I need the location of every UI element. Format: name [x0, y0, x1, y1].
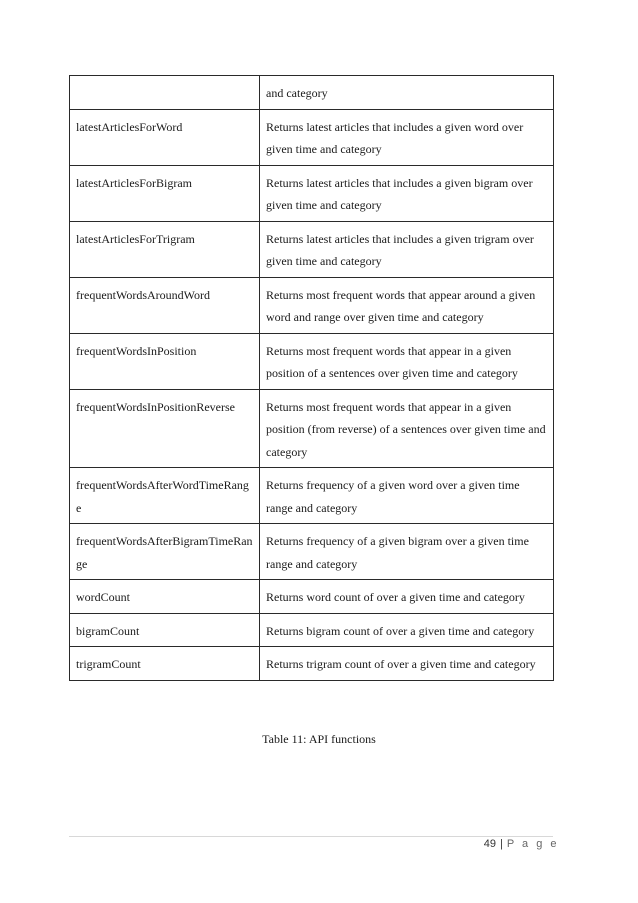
table-row	[70, 76, 554, 110]
table-row	[70, 647, 554, 681]
function-description-cell: Returns latest articles that includes a given word over given time and category	[260, 109, 554, 165]
function-name-cell: latestArticlesForTrigram	[70, 221, 260, 277]
table-row	[70, 613, 554, 647]
function-name-cell: frequentWordsAfterWordTimeRange	[70, 468, 260, 524]
table-caption: Table 11: API functions	[262, 732, 376, 746]
function-description-cell: Returns word count of over a given time and category	[260, 580, 554, 614]
function-name-cell: wordCount	[70, 580, 260, 614]
function-description-cell: Returns frequency of a given bigram over a given time range and category	[260, 524, 554, 580]
function-description-cell: Returns latest articles that includes a given trigram over given time and category	[260, 221, 554, 277]
function-description-cell: Returns trigram count of over a given time and category	[260, 647, 554, 681]
function-name-cell: latestArticlesForWord	[70, 109, 260, 165]
function-name-cell	[70, 76, 260, 110]
table-row	[70, 468, 554, 524]
table-row	[70, 221, 554, 277]
function-name-cell: frequentWordsAroundWord	[70, 277, 260, 333]
function-description-cell: Returns frequency of a given word over a given time range and category	[260, 468, 554, 524]
table-row	[70, 333, 554, 389]
page-footer	[484, 838, 559, 850]
page-label: P a g e	[506, 838, 559, 850]
function-description-cell: Returns latest articles that includes a given bigram over given time and category	[260, 165, 554, 221]
function-description-cell: Returns most frequent words that appear around a given word and range over given time and category	[260, 277, 554, 333]
function-description-cell: Returns bigram count of over a given time and category	[260, 613, 554, 647]
function-name-cell: trigramCount	[70, 647, 260, 681]
function-name-cell: frequentWordsInPositionReverse	[70, 389, 260, 468]
table-row	[70, 524, 554, 580]
table-row	[70, 165, 554, 221]
function-name-cell: frequentWordsAfterBigramTimeRange	[70, 524, 260, 580]
table-row	[70, 580, 554, 614]
function-description-cell: Returns most frequent words that appear in a given position of a sentences over given time and category	[260, 333, 554, 389]
footer-divider	[69, 836, 553, 837]
page-number: 49	[483, 838, 496, 850]
function-name-cell: bigramCount	[70, 613, 260, 647]
function-description-cell: and category	[260, 76, 554, 110]
function-description-cell: Returns most frequent words that appear in a given position (from reverse) of a sentences over given time and category	[260, 389, 554, 468]
table-row	[70, 389, 554, 468]
table-row	[70, 277, 554, 333]
api-functions-table	[69, 75, 554, 681]
function-name-cell: frequentWordsInPosition	[70, 333, 260, 389]
footer-separator: |	[499, 838, 503, 850]
function-name-cell: latestArticlesForBigram	[70, 165, 260, 221]
table-row	[70, 109, 554, 165]
